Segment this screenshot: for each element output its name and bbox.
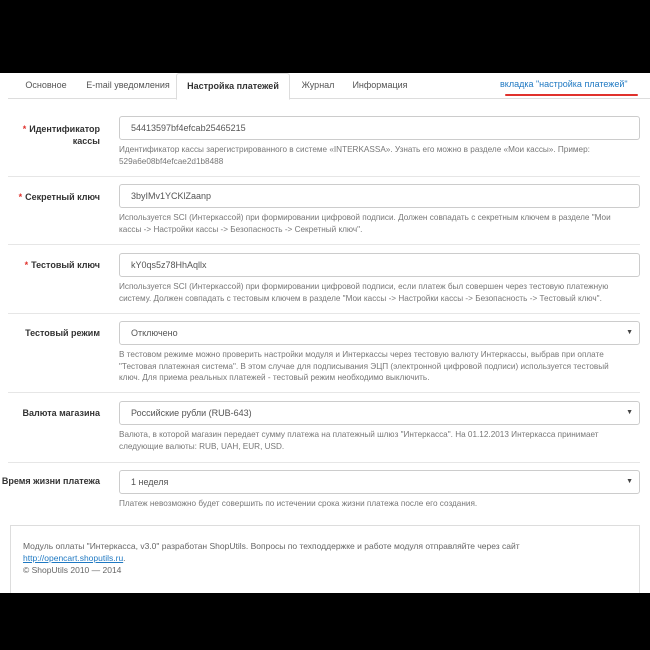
test-key-label: * Тестовый ключ — [24, 260, 100, 270]
test-key-help: Используется SCI (Интеркассой) при формировании цифровой подписи, если платеж был совершен через тестовую платежную систему. Должен совпадать с тестовым ключем в разделе "Мои кассы -> Настройки кассы -> Безопасность -> Тестовый ключ". — [119, 282, 609, 303]
cashbox-id-input[interactable]: 54413597bf4efcab25465215 — [119, 116, 640, 140]
tab-email-notifications[interactable]: E-mail уведомления — [86, 80, 170, 90]
tab-general[interactable]: Основное — [25, 80, 67, 90]
payment-lifetime-help: Платеж невозможно будет совершить по истечении срока жизни платежа после его создания. — [119, 499, 478, 508]
caret-down-icon: ▼ — [626, 329, 633, 336]
cashbox-id-help: Идентификатор кассы зарегистрированного в системе «INTERKASSA». Узнать его можно в разделе «Мои кассы». Пример: 529a6e08bf4efcae2d1b8488 — [119, 145, 590, 166]
tab-journal[interactable]: Журнал — [301, 80, 335, 90]
divider — [8, 176, 640, 177]
footer-copyright: © ShopUtils 2010 — 2014 — [23, 565, 122, 575]
secret-key-input[interactable]: 3byIMv1YCKlZaanp — [119, 184, 640, 208]
test-mode-value: Отключено — [131, 328, 178, 338]
currency-select[interactable] — [119, 401, 640, 425]
annotation-underline — [505, 94, 638, 96]
divider — [8, 462, 640, 463]
divider — [8, 392, 640, 393]
payment-lifetime-value: 1 неделя — [131, 477, 169, 487]
tab-info[interactable]: Информация — [352, 80, 408, 90]
payment-lifetime-select[interactable] — [119, 470, 640, 494]
caret-down-icon: ▼ — [626, 409, 633, 416]
test-mode-label: Тестовый режим — [25, 328, 100, 338]
required-asterisk: * — [18, 192, 23, 202]
footer-text: Модуль оплаты "Интеркасса, v3.0" разработан ShopUtils. Вопросы по техподдержке и работе модуля отправляйте через сайт — [23, 541, 520, 551]
secret-key-label: * Секретный ключ — [18, 192, 100, 202]
test-key-input[interactable]: kY0qs5z78HhAqllx — [119, 253, 640, 277]
currency-value: Российские рубли (RUB-643) — [131, 408, 252, 418]
caret-down-icon: ▼ — [626, 478, 633, 485]
module-footer — [10, 525, 640, 593]
currency-help: Валюта, в которой магазин передает сумму платежа на платежный шлюз "Интеркасса". На 01.12.2013 Интеркасса принимает следующие валюты: RUB, UAH, EUR, USD. — [119, 430, 599, 451]
required-asterisk: * — [24, 260, 29, 270]
tab-payment-settings[interactable]: Настройка платежей — [176, 73, 290, 100]
test-mode-select[interactable] — [119, 321, 640, 345]
annotation-label: вкладка "настройка платежей" — [500, 79, 628, 89]
settings-page — [0, 73, 650, 593]
currency-label: Валюта магазина — [22, 408, 100, 418]
footer-link[interactable]: http://opencart.shoputils.ru — [23, 553, 124, 563]
divider — [8, 313, 640, 314]
secret-key-help: Используется SCI (Интеркассой) при формировании цифровой подписи. Должен совпадать с секретным ключем в разделе "Мои кассы -> Настройки кассы -> Безопасность -> Секретный ключ". — [119, 213, 611, 234]
test-mode-help: В тестовом режиме можно проверить настройки модуля и Интеркассы через тестовую валюту Интеркассы, выбрав при оплате "Тестовая платежная система". В этом случае для подписывания ЭЦП (электронной цифровой подписи) используется тестовый ключ. Для приема реальных платежей - тестовый режим необходимо выключить. — [119, 350, 609, 382]
payment-lifetime-label: Время жизни платежа — [1, 476, 100, 486]
cashbox-id-label: * Идентификатор кассы — [22, 124, 100, 146]
required-asterisk: * — [22, 124, 27, 134]
footer-link-suffix: . — [123, 553, 126, 563]
divider — [8, 244, 640, 245]
